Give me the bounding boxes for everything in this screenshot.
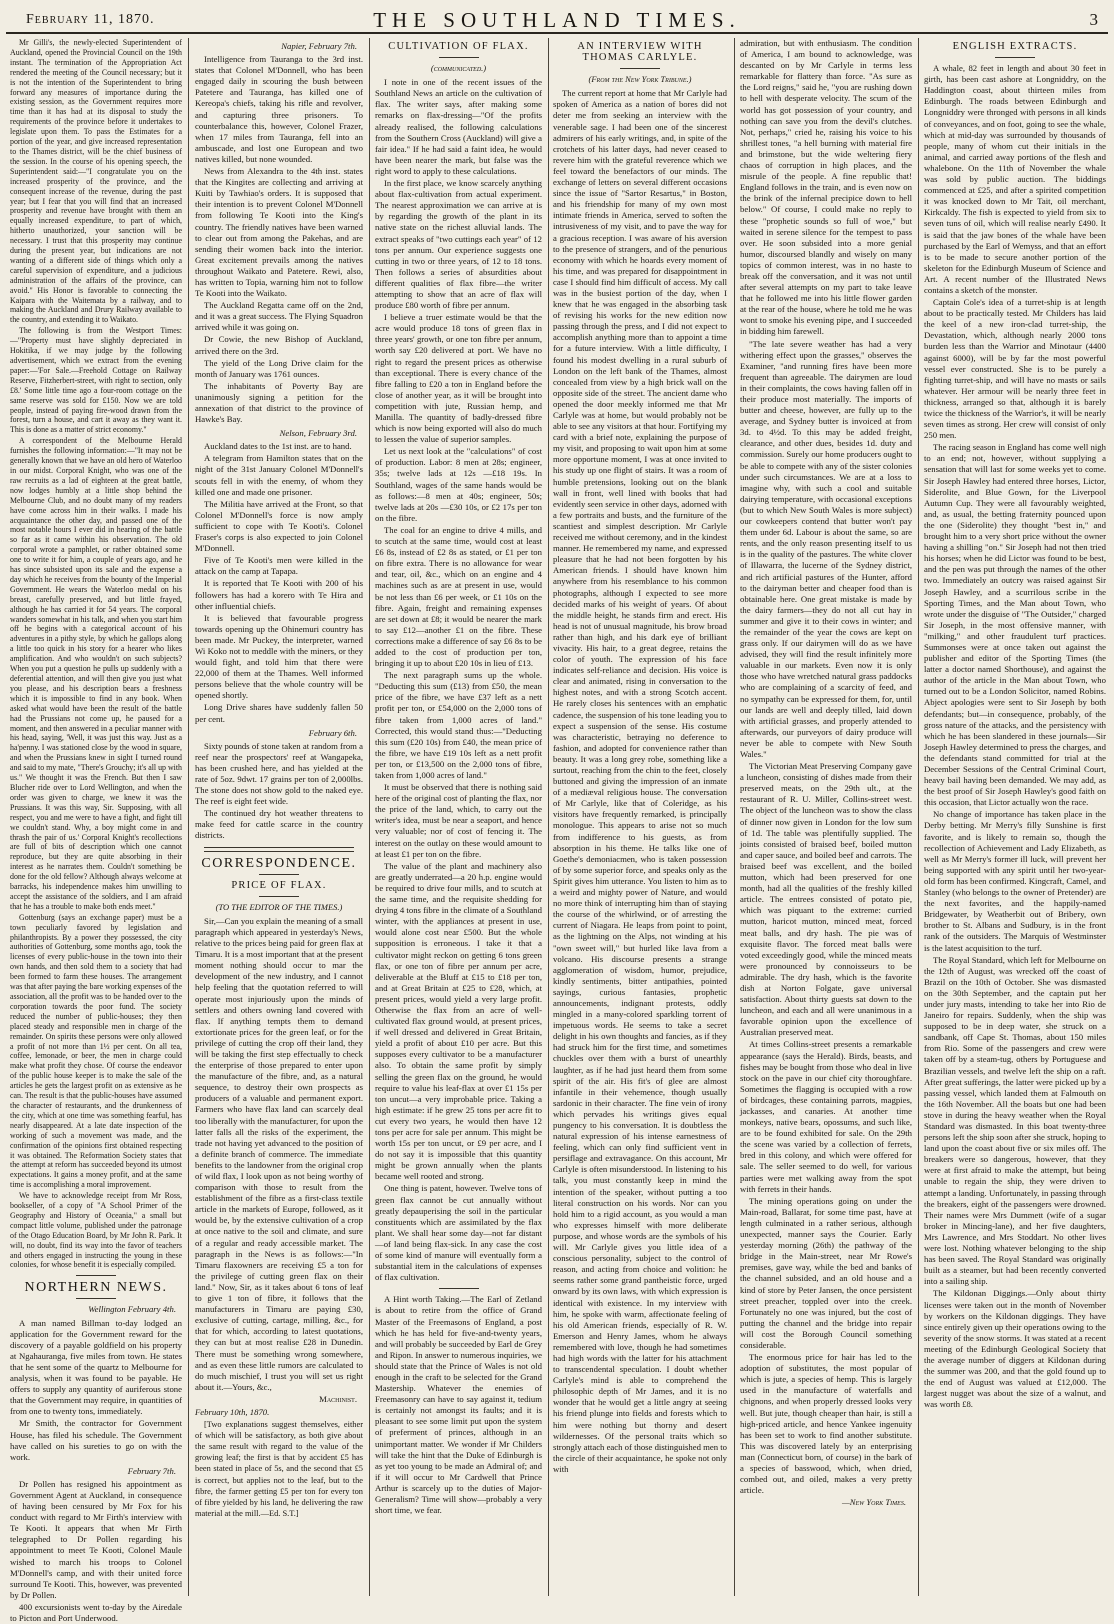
article-paragraph: Mr Gilli's, the newly-elected Superintendent of Auckland, opened the Provincial Council on the 19th instant. The termination of the Appropriation Act rendered the meeting of the Council necessary; but it is not the intention of the Superintendent to bring forward any measures of importance during the existing session, as the Government requires more time than it has had at its disposal to study the requirements of the province before it undertakes to legislate upon them. To pass the Estimates for a portion of the year, and give increased representation to the Thames district, will be the chief business of the session. In the course of his opening speech, the Superintendent said:—"I congratulate you on the increased prosperity of the province, and the consequent increase of the revenue, during the past year; but I fear that you will find that an increased prosperity and revenue have brought with them an equally increased expenditure, to part of which, hitherto unauthorized, your sanction will be necessary. I trust that this prosperity may continue during the present year, but indications are not wanting of a different side of things which only a careful supervision of expenditure, and a judicious administration of the affairs of the province, can avoid." His Honor is favorable to connecting the Kaipara with the Waitemata by a railway, and to making the Auckland and Drury Railway available to the country, and extending it to Waikato.: [10, 38, 182, 325]
column-2: [195, 38, 363, 1596]
letter-date: February 10th, 1870.: [195, 1406, 270, 1417]
section-divider: [995, 57, 1035, 58]
article-paragraph: I believe a truer estimate would be that the acre would produce 18 tons of green flax in three years' growth, or one ton fibre per annum, worth say £20 delivered at port. We have no right to regard the present prices as otherwise than exceptional. There is every chance of the fibre falling to £20 a ton in England before the close of another year, as it will be brought into competition with jute, Russian hemp, and Manilla. The quantity of badly-dressed fibre which is now being exported will also do much to lessen the value of superior samples.: [375, 312, 542, 445]
section-heading: CORRESPONDENCE.: [201, 855, 357, 871]
article-paragraph: It is reported that Te Kooti with 200 of his followers has had a korero with Te Hira and other influential chiefs.: [195, 578, 363, 611]
to-the-editor: (TO THE EDITOR OF THE TIMES.): [215, 901, 343, 912]
article-paragraph: "The late severe weather has had a very withering effect upon the grasses," observes the Examiner, "and running fires have been more frequent than agreeable. The dairymen are loud in their complaints, the cows having fallen off in their produce most materially. The imports of butter and cheese, however, are fully up to the average, and Sydney butter is invoiced at from 3d. to 4½d. To this may be added freight, clearance, and other dues, besides 1d. duty and commission. Surely our home producers ought to be able to compete with any of the sister colonies under such circumstances. We are at a loss to imagine why, with such a cool and suitable dairying temperature, with occasional exceptions (but to which New South Wales is more subject) our cowkeepers contend that butter won't pay them under 6d. Labour is about the same, so are rents, and the only reason presenting itself to us is in the quality of the pastures. The white clover of Illawarra, the lucerne of the Sydney district, and rich artificial pastures of the Hunter, afford to the dairyman better and cheaper food than is obtainable here. One great mistake is made by the dairy farmers—they do not all cut hay in summer and give it to their cows in winter; and the remainder of the year the cows are kept on grass only. If our dairymen will do as we have advised, they will find the result infinitely more valuable in our markets. Even now it is only those who have wretched natural grass paddocks who are complaining of a scarcity of feed, and no sympathy can be expressed for them, for, until our lands are well and deeply tilled, laid down with artificial grasses, and properly attended to afterwards, our purveyors of dairy produce will never be able to compete with New South Wales.": [740, 338, 912, 759]
section-divider: [204, 847, 354, 852]
article-paragraph: The Kildonan Diggings.—Only about thirty licenses were taken out in the month of November by workers on the Kildonan diggings. They have since entirely given up their operations owing to the severity of the snow storms. It was stated at a recent meeting of the Edinburgh Geological Society that the average number of diggers at Kildonan during the summer was 200, and that the gold found up to the end of August was valued at £12,000. The largest nugget was about the size of a walnut, and was worth £8.: [924, 1288, 1106, 1410]
column-6: [924, 38, 1106, 1596]
article-paragraph: Captain Cole's idea of a turret-ship is at length about to be practically tested. Mr Childers has laid the keel of a new iron-clad turret-ship, the Devastation, which, although nearly 2000 tons burden less than the Warrior and Minotaur (4400 against 6000), will be by far the most powerful vessel ever constructed. She is to be purely a fighting turret-ship, and will have no masts or sails whatever. Her armour will be nearly three feet in thickness, arranged so that, although it is barely twice the thickness of the Warrior's, it will be nearly seven times as strong. Her crew will consist of only 250 men.: [924, 297, 1106, 441]
column-3: [375, 38, 542, 1596]
column-rule: [734, 38, 735, 1596]
article-paragraph: In the first place, we know scarcely anything about flax-cultivation from actual experiment. The nearest approximation we can arrive at is by regarding the growth of the plant in its native state on the richest alluvial lands. The extract speaks of "two cuttings each year" of 12 tons per annum. Our experience suggests one cutting in two or three years, of 12 to 18 tons. Then follows a series of absurdities about different qualities of flax fibre—the writer attempting to show that an acre of flax will produce £80 worth of fibre per annum.: [375, 178, 542, 311]
article-paragraph: The value of the plant and machinery also are greatly underrated—a 20 h.p. engine would be required to drive four mills, and to scutch at the same time, and the requisite shedding for drying 4 tons fibre in the climate of a Southland winter, with the appliances at present in use, would alone cost near £500. But the whole supposition is erroneous. I take it that a cultivator might reckon on getting 6 tons green flax, or one ton of fibre per annum per acre, deliverable at the Bluff at £15 to £18 per ton, and at Great Britain at £25 to £28, which, at present prices, would yield a very large profit. Otherwise the flax from an acre of well-cultivated flax ground would, at present prices, if well dressed and delivered in Great Britain, yield a profit of about £10 per acre. But this supposes every cultivator to be a manufacturer also. To obtain the same profit by simply selling the green flax on the ground, he would require to value his leaf-flax at over £1 15s per ton uncut—a very improbable price. Taking a high estimate: if he grew 25 tons per acre fit to cut every two years, he would then have 12 tons per acre for sale per annum. This might be worth 15s per ton uncut, or £9 per acre, and I do not say it is impossible that this quantity might be grown annually when the plants became well rooted and strong.: [375, 860, 542, 1182]
section-divider: [439, 57, 479, 58]
article-paragraph: A correspondent of the Melbourne Herald furnishes the following information:—"It may not be generally known that we have an old hero of Waterloo in our midst. Corporal Knight, who was one of the raw recruits as a lad of eighteen at the great battle, now lodges humbly at a little shop behind the Melbourne Club, and no doubt many of my readers have come across him in their walks. I made his acquaintance the other day, and passed one of the most notable hours I ever did in hearing of the battle so far as it came within his observation. The old corporal wrote a pamphlet, or rather obtained some one to write it for him, a couple of years ago, and he has since subsisted upon its sale and the expense a day which he receives from the bounty of the Imperial Government. He wears the Waterloo medal on his breast, carefully preserved, and but little frayed, although he has carried it for 54 years. The corporal wanders somewhat in his talk, and when you start him off he begins with a categorical account of his adventures in a pithy style, by which he gallops along a little too quick in his story for a hearer who likes amplification. And who wouldn't on such subjects? When you put a question he pulls up suddenly with a deferential attention, and will then give you just what you please, and his description bears a freshness which it is impossible to find in any book. When asked what would have been the result of the battle had the Prussians not come up, he paused for a moment, and then answered in a peculiar manner with his head, saying, 'Well, it was just this way. Just as a ha'penny. I was stationed close by the wood in square, and when the Prussians knew in sight I turned round and said to my mate, "There's Grouchy; it's all up with us." We thought it was the French. But then I saw Blucher ride over to Lord Wellington, and when the order was given to charge, we knew it was the Prussians. It was this way, Sir. Supposing, with all respect, you and me were to have a fight, and fight till we couldn't stand. Why, a boy might come in and thrash the pair of us.' Corporal Knight's recollections are full of bits of description which one cannot reproduce, but they are quite absorbing in their interest as he narrates them. Couldn't something be done for the old fellow? Although always welcome at barracks, his independence makes him unwilling to accept the assistance of the soldiers, and I am afraid that he has a trouble to make both ends meet.": [10, 436, 182, 911]
article-paragraph: The inhabitants of Poverty Bay are unanimously signing a petition for the annexation of that district to the province of Hawke's Bay.: [195, 380, 363, 425]
article-paragraph: We have to acknowledge receipt from Mr Ross, bookseller, of a copy of "A School Primer of the Geography and History of Oceania," a small but compact little volume, published under the patronage of the Otago Education Board, by Mr John R. Park. It will, no doubt, find its way into the favor of teachers and others engaged in instructing the young in these colonies, for whose benefit it is especially compiled.: [10, 1191, 182, 1270]
article-paragraph: News from Alexandra to the 4th inst. states that the Kingites are collecting and arriving at Kuiti by Tawhiao's orders. It is supposed that their intention is to prevent Colonel M'Donnell from following Te Kooti into the King's country. The friendly natives have been warned to clear out from among the Pakehas, and are sending their women back into the interior. Great excitement prevails among the natives throughout Waikato and Patetere. Rewi, also, has written to Topia, warning him not to follow Te Kooti into the Waikato.: [195, 166, 363, 299]
article-paragraph: A telegram from Hamilton states that on the night of the 31st January Colonel M'Donnell's scouts fell in with the enemy, of whom they killed one and made one prisoner.: [195, 453, 363, 497]
column-rule: [369, 38, 370, 1596]
article-paragraph: Mr Smith, the contractor for Government House, has filed his schedule. The Government have called on his sureties to go on with the work.: [10, 1418, 182, 1462]
article-paragraph: Sixty pounds of stone taken at random from a reef near the prospectors' reef at Wangapeka, has been crushed here, and has yielded at the rate of 5oz. 9dwt. 17 grains per ton of 2,000lbs. The stone does not show gold to the naked eye. The reef is eight feet wide.: [195, 740, 363, 807]
column-rule: [918, 38, 919, 1596]
article-paragraph: It is believed that favourable progress towards opening up the Ohinemuri country has been made. Mr Puckey, the interpreter, warned Wi Koko not to meddle with the miners, or they would fight, and told him that there were 22,000 of them at the Thames. Well informed persons believe that the whole country will be opened shortly.: [195, 612, 363, 701]
article-paragraph: 400 excursionists went to-day by the Airedale to Picton and Port Underwood.: [10, 1601, 182, 1623]
section-divider: [259, 896, 299, 897]
article-paragraph: The Royal Standard, which left for Melbourne on the 12th of August, was wrecked off the coast of Brazil on the 10th of October. She was dismasted on the 30th September, and the captain put her under jury masts, intending to take her into Rio de Janeiro for repairs. Suddenly, when the ship was supposed to be in deep water, she struck on a sandbank, off Cape St. Thomas, about 150 miles from Rio. Some of the passengers and crew were taken off by a steam-tug, others by Portuguese and Brazilian vessels, and twelve left the ship on a raft. After great sufferings, the latter were picked up by a passing vessel, which landed them at Falmouth on the 16th November. All the boats but one had been stove in during the heavy weather when the Royal Standard was dismasted. In this boat twenty-three persons left the ship soon after she struck, hoping to land upon the coast about five or six miles off. The breakers were so dangerous, however, that they were at first afraid to make the attempt, but being unable to regain the ship, they were driven to attempt a landing. Unfortunately, in passing through the breakers, eight of the passengers were drowned. Their names were Mrs Dummett (wife of a sugar broker in Mincing-lane), and her five daughters, Mrs Lawrence, and Mrs Stoddart. No other lives were lost. Nothing whatever belonging to the ship has been saved. The Royal Standard was originally built as a steamer, but had been recently converted into a sailing ship.: [924, 954, 1106, 1287]
article-heading: ENGLISH EXTRACTS.: [952, 41, 1078, 52]
article-paragraph: The racing season in England has come well nigh to an end; not, however, without supplying a sensation that will last for some weeks yet to come. Sir Joseph Hawley had entered three horses, Lictor, Siderolite, and Blue Gown, for the Liverpool Autumn Cup. They were all favourably weighted, and, as usual, the betting fraternity pounced upon the one (Siderolite) they thought "best in," and brought him to a very short price without the owner having a shilling "on." Sir Joseph had not then tried his horses; when he did Lictor was found to be best, and the pen was put through the names of the other two. Immediately an outcry was raised against Sir Joseph Hawley, and a scurrilous scribe in the Sporting Times, and the Man about Town, who wrote under the disguise of "The Outsider," charged Sir Joseph, in the most offensive manner, with "milking," and other fraudulent turf practices. Summonses were at once taken out against the publisher and editor of the Sporting Times (the latter a doctor named Shorthouse), and against the author of the article in the Man about Town, who turned out to be a London Solicitor, named Robins. Abject apologies were sent to Sir Joseph by both defendants; but—in consequence, probably, of the gross nature of the attacks, and the persistency with which he has been slandered in these journals—Sir Joseph Hawley determined to press the charges, and the defendants stand committed for trial at the December Sessions of the Central Criminal Court, heavy bail having been demanded. We may add, as the best proof of Sir Joseph Hawley's good faith on this occasion, that Lictor actually won the race.: [924, 442, 1106, 808]
column-1: [10, 38, 182, 1623]
article-paragraph: The current report at home that Mr Carlyle had spoken of America as a nation of bores did not deter me from seeking an interview with the venerable sage. I had been one of the sincerest admirers of his early writings, and, in spite of the crotchets of his latter days, had never ceased to revere him with the grateful reverence which we feel toward the benefactors of our minds. The exchange of letters on several different occasions since the issue of "Sartor Resartus," in Boston, and his friendship for many of my own most intimate friends in America, served to soften the intrusiveness of my visit, and to pave the way for a gracious reception. I was aware of his aversion to the presence of strangers, and of the penurious economy with which he hoards every moment of his time, and was prepared for disappointment in case I should find him difficult of access. My call was in the busiest portion of the day, when I knew that he was engaged in the absorbing task of revising his works for the new edition now passing through the press, and I did not expect to accomplish anything more than to appoint a time for a future interview. With a little difficulty, I found his modest dwelling in a rural suburb of London on the left bank of the Thames, almost concealed from view by a high brick wall on the opposite side of the street. The ancient dame who opened the door meekly informed me that Mr Carlyle was at home, but would probably not be able to see any visitors at that hour. Fortifying my card with a brief note, explaining the purpose of my visit, and proposing to wait upon him at some more opportune moment, I was at once invited to his study up one flight of stairs. It was a room of humble pretensions, looking out on the blank wall in front, well lined with books that had evidently seen service in other days, adorned with a few portraits and busts, and the furniture of the scantiest and simplest description. Mr Carlyle received me without ceremony, and in the kindest manner. He remembered my name, and expressed pleasure that he had not been forgotten by his American friends. I should have known him anywhere from his resemblance to his common photographs, although I expected to see more decided marks of his weight of years. Of about the middle height, he stands firm and erect. His head is not of unusual magnitude, his brow broad rather than high, and his dark eye of brilliant vivacity. His hair, to a great degree, retains the color of youth. The expression of his face indicates self-reliance and decision. His voice is clear and animated, rising in conversation to the highest notes, and with a strong Scotch accent. He rarely closes his sentences with an emphatic cadence, the suspension of his tone leading you to expect a suspension of the sense. His costume was characteristic, betraying no deference to fashion, and adopted for convenience rather than beauty. It was a long grey robe, something like a surtout, reaching from the chin to the feet, closely buttoned and giving the impression of an inmate of a mediæval religious house. The conversation of Mr Carlyle, like that of Coleridge, as his visitors have frequently remarked, is principally monologue. This appears to arise not so much from indifference to his guests, as from absorption in his theme. He talks like one of Goethe's demoniacmen, who is taken possession of by some superior force, and speaks only as the Spirit gives him utterance. You listen to him as to a weird and mighty power of Nature, and would no more think of interrupting him than of staying the course of the whirlwind, or of arresting the current of Niagara. He leaps from point to point, as the lightning on the Alps, not winding at his "own sweet will," but hurled like lava from a volcano. His discourse presents a strange agglomeration of wisdom, humor, prejudice, kindly sentiments, bitter antipathies, pointed sayings, curious fantasies, prophetic announcements, indignant protests, oddly mingled in a many-colored sparkling torrent of impetuous words. He seems to take a secret delight in his own thoughts and fancies, as if they had struck him for the first time, and sometimes chuckles over them with a burst of unearthly laughter, as if he had just heard them from some spirit of the air. His fit's of glee are almost infantile in their vehemence, though usually sardonic in their character. The fine vein of irony which pervades his writings gives equal pungency to his conversation. It is doubtless the natural expression of his intense earnestness of feeling, which can only find sufficient vent in persiflage and extravagance. On this account, Mr Carlyle is often misunderstood. In listening to his talk, you must constantly keep in mind the intention of the speaker, without putting a too literal construction on his words. Nor can you hold him to a rigid account, as you would a man who expresses himself with more deliberate purpose, and whose words are the symbols of his will. Mr Carlyle gives you little idea of a conscious personality, subject to the control of reason, and acting from choice and volition: he seems rather some grand pantheistic force, urged onward by its own laws, with which expression is identical with existence. In my interview with him, he spoke with warm, affectionate feeling of his old American friends, especially of R. W. Emerson and Henry James, whom he always remembered with love, though he had sometimes had high words with the latter for his attachment to transcendental speculation. I doubt whether Carlyle's mind is able to comprehend the philosophic depth of Mr James, and it is no wonder that he would get a little angry at seeing his friend plunge into fields and forests which to him were nothing but thorny and desert wildernesses. Of the personal traits which so strongly attach each of those distinguished men to the circle of their acquaintance, he spoke not only with: [553, 88, 727, 1474]
article-source: (communicated.): [430, 63, 487, 74]
article-heading: AN INTERVIEW WITH THOMAS CARLYLE.: [577, 41, 703, 64]
page-number: 3: [1089, 10, 1098, 29]
article-paragraph: Dr Pollen has resigned his appointment as Government Agent at Auckland, in consequence of having been censured by Mr Fox for his conduct with regard to Mr Firth's interview with Te Kooti. It appears that when Mr Firth telegraphed to Dr Pollen regarding his appointment to meet Te Kooti, Colonel Maule wished to march his troops to Colonel M'Donnell's camp, and with their united force surround Te Kooti. This, however, was prevented by Dr Pollen.: [10, 1478, 182, 1600]
dateline: Nelson, February 3rd.: [279, 428, 357, 439]
article-paragraph: Five of Te Kooti's men were killed in the attack on the camp at Tapapa.: [195, 555, 363, 577]
dateline: Napier, February 7th.: [281, 41, 357, 51]
section-divider: [76, 1298, 116, 1299]
editor-note: [Two explanations suggest themselves, either of which will be satisfactory, as both give about the same result with regard to the value of the growing leaf; the first is that by accident £5 has been stated in place of 5s, and the second that £5 is correct, but applies not to the leaf, but to the fibre, the farmer getting £5 per ton for every ton of fibre yielded by his land, he delivering the raw material at the mill.—Ed. S.T.]: [195, 1420, 363, 1518]
article-paragraph: The Militia have arrived at the Front, so that Colonel M'Donnell's force is now amply sufficient to cope with Te Kooti's. Colonel Fraser's corps is also expected to join Colonel M'Donnell.: [195, 498, 363, 554]
dateline: February 7th.: [127, 1465, 176, 1476]
dateline: February 6th.: [308, 727, 357, 738]
article-paragraph: A whale, 82 feet in length and about 30 feet in girth, has been cast ashore at Longniddry, on the Haddington coast, about thirteen miles from Edinburgh. The roads between Edinburgh and Longniddry were thronged with persons in all kinds of conveyances, and on foot, going to see the whale, which at mid-day was surrounded by thousands of people, many of whom cut their initials in the animal, and carried away portions of the flesh and whalebone. On the 11th of November the whale was sold by public auction. The biddings commenced at £25, and after a spirited competition it was knocked down to Mr Tait, oil merchant, Kirkcaldy. The fish is expected to yield from six to seven tuns of oil, which will realise nearly £490. It is said that the jaw bones of the whale have been purchased by the Earl of Wemyss, and that an effort is to be made to secure another portion of the skeleton for the Edinburgh Museum of Science and Art. A recent number of the Illustrated News contains a sketch of the monster.: [924, 63, 1106, 295]
article-paragraph: Dr Cowie, the new Bishop of Auckland, arrived there on the 3rd.: [195, 334, 363, 356]
article-paragraph: The next paragraph sums up the whole. "Deducting this sum (£13) from £50, the mean price of the fibre, we have £37 left as a nett profit per ton, or £54,000 on the 2,000 tons of fibre taken from 1,000 acres of land." Corrected, this would stand thus:—"Deducting this sum (£20 10s) from £40, the mean price of the fibre, we have £19 10s left as a nett profit per ton, or £13,500 on the 2,000 tons of fibre, taken from 1,000 acres of land.": [375, 670, 542, 780]
section-heading: NORTHERN NEWS.: [24, 1280, 168, 1296]
article-paragraph: Long Drive shares have suddenly fallen 50 per cent.: [195, 702, 363, 724]
column-5: [740, 38, 912, 1596]
article-paragraph: The Auckland Regatta came off on the 2nd, and it was a great success. The Flying Squadron arrived while it was going on.: [195, 300, 363, 333]
article-paragraph: admiration, but with enthusiasm. The condition of America, I am bound to acknowledge, was descanted on by Mr Carlyle in terms less remarkable for flattery than force. "As sure as the Lord reigns," said he, "you are rushing down to hell with desperate velocity. The scum of the world has got possession of your country, and nothing can save you from the devil's clutches. Not, perhaps," cried he, raising his voice to his shrillest tones, "a hell burning with material fire and brimstone, but the wide weltering fiery chaos of corruption in high places, and the misrule of the people. A fine republic that! England follows in the train, and is even now on the brink of the infernal precipice down to hell below." Of course, I could make no reply to these "prophetic sounds so full of woe," but waited in serene silence for the tempest to pass over. He soon subsided into a more genial humor, discoursed blandly and wisely on many topics of common interest, was in no haste to break off the conversation, and it was not until after several attempts on my part to take leave that he followed me into his little flower garden at the rear of the house, where he told me he was wont to smoke his evening pipe, and I succeeded in bidding him farewell.: [740, 38, 912, 337]
dateline: Wellington February 4th.: [88, 1304, 176, 1315]
newspaper-title: THE SOUTHLAND TIMES.: [373, 8, 741, 32]
article-paragraph: The continued dry hot weather threatens to make feed for cattle scarce in the country districts.: [195, 808, 363, 841]
masthead: [6, 6, 1108, 34]
article-paragraph: Sir,—Can you explain the meaning of a small paragraph which appeared in yesterday's News, relative to the prices being paid for green flax at Timaru. It is a most important that at the present moment nothing should occur to mar the development of the new industry, and I cannot help feeling that the quotation referred to will operate most injuriously upon the minds of settlers and others owning land covered with flax. If anything tempts them to demand extortionate prices for the green leaf, or for the privilege of cutting the crop off their land, they will be taking the first step effectually to check the enterprise of those prepared to enter upon the manufacture of the fibre, and, as a natural sequence, to destroy their own prospects as producers of a valuable and permanent export. Farmers who have flax land can scarcely deal too liberally with the manufacturer, for upon the latter falls all the risks of the experiment, the trade not having yet advanced to the position of a definite branch of commerce. The immediate benefits to the landowner from the original crop of wild flax, I look upon as not being worthy of comparison with those to result from the establishment of the fibre as a first-class textile article in the markets of Europe, followed, as it would be, by the extensive cultivation of a crop at once native to the soil and climate, and sure of a regular and ready accessible market. The paragraph in the News is as follows:—"In Timaru flaxowners are receiving £5 a ton for the privilege of cutting green flax on their land." Now, Sir, as it takes about 6 tons of leaf to give 1 ton of fibre, it follows that the manufacturers in Timaru are paying £30, exclusive of cutting, cartage, milling, &c., for that for which, according to latest quotations, they can but at most realise £28 in Dunedin. There must be something wrong somewhere, and as even these little rumors are calculated to do much mischief, I trust you will set us right about it.—Yours, &c.,: [195, 915, 363, 1392]
article-paragraph: Let us next look at the "calculations" of cost of production. Labor: 8 men at 28s; engineer, 35s; twelve lads at 12s —£18 19s. In Southland, wages of the same hands would be as follows:—8 men at 40s; engineer, 50s; twelve lads at 20s —£30 10s, or £2 17s per ton on the fibre.: [375, 446, 542, 523]
section-divider: [259, 874, 299, 875]
article-paragraph: Intelligence from Tauranga to the 3rd inst. states that Colonel M'Donnell, who has been engaged daily in scouring the bush between Patetere and Tauranga, has killed one of Kereopa's chiefs, taking his rifle and revolver, and capturing three prisoners. To counterbalance this, however, Colonel Frazer, when 17 miles from Tauranga, fell into an ambuscade, and lost one European and two natives killed, but none wounded.: [195, 54, 363, 164]
section-divider: [76, 1275, 116, 1276]
article-source: (From the New York Tribune.): [588, 74, 692, 85]
article-paragraph: The enormous price for hair has led to the adoption of substitutes, the most popular of which is jute, a species of hemp. This is largely used in the manufacture of waterfalls and chignons, and when properly dressed looks very well. But jute, though cheaper than hair, is still a high-priced article, and hence Yankee ingenuity has been set to work to find another substitute. This was discovered lately by an enterprising man (Connecticut born, of course) in the bark of a species of basswood, which, when dried, combed out, and oiled, makes a very pretty article.: [740, 1352, 912, 1496]
article-paragraph: No change of importance has taken place in the Derby betting. Mr Merry's filly Sunshine is first favorite, and is likely to remain so, though the recollection of Achievement and Lady Elizabeth, as well as Mr Merry's former ill luck, will prevent her being supported with any spirit until her two-year-old form has been confirmed. Kingcraft, Camel, and Stanley (who belongs to the owner of Pretender) are the next favorites, and the happily-named Bridgewater, by Weatherbit out of Bribery, own brother to St. Albans and Sudbury, is in the front rank of the outsiders. The Marquis of Westminster is the latest acquisition to the turf.: [924, 809, 1106, 953]
column-rule: [548, 38, 549, 1596]
article-paragraph: The Victorian Meat Preserving Company gave a luncheon, consisting of dishes made from their preserved meats, on the 29th ult., at the restaurant of R. U. Miller, Collins-street west. The object of the luncheon was to show the class of dinner now given in London for the low sum of 1d. The table was plentifully supplied. The joints consisted of braised beef, boiled mutton and caper sauce, and boiled beef and carrots. The braised beef was excellent, and the boiled mutton, which had been preserved for one month, had all the qualities of the freshly killed article. The entrees consisted of potato pie, which was piquant to the extreme: curried mutton, haricot mutton, minced meat, forced meat balls, and dry hash. The pie was of exquisite flavor. The forced meat balls were voted exceedingly good, while the minced meats were pronounced by connoisseurs to be admirable. The dry hash, which is the favorite dish at Norton Folgate, gave universal satisfaction. About thirty guests sat down to the luncheon, and each and all were unanimous in a favorable opinion upon the excellence of Australian preserved meat.: [740, 761, 912, 1038]
section-divider: [439, 1288, 479, 1289]
article-paragraph: The mining operations going on under the Main-road, Ballarat, for some time past, have at length culminated in a rather serious, although unexpected, manner says the Courier. Early yesterday morning (26th) the pathway of the bridge in the Main-street, near Mr Rowe's premises, gave way, while the bed and banks of the channel subsided, and an old house and a kind of store by Peter Jansen, the once persistent street preacher, toppled over into the creek. Fortunately no one was injured, but the cost of putting the channel and the bridge into repair will cost the Borough Council something considerable.: [740, 1195, 912, 1350]
article-source: —New York Times.: [841, 1497, 906, 1508]
article-paragraph: Auckland dates to the 1st inst. are to hand.: [204, 441, 352, 452]
article-heading: PRICE OF FLAX.: [231, 879, 327, 891]
article-paragraph: At times Collins-street presents a remarkable appearance (says the Herald). Birds, beasts, and fishes may be bought from those who deal in live stock on the pave in our chief city thoroughfare. Sometimes the flagging is occupied with a row of birdcages, these containing parrots, magpies, jackasses, and canaries. At another time monkeys, native bears, opossums, and such like, are to be found exhibited for sale. On the 29th the scene was varied by a collection of ferrets, bred in this colony, and which were offered for sale. The seller seemed to do well, for various parties were met walking away from the spot with ferrets in their hands.: [740, 1039, 912, 1194]
letter-signature: Machinist.: [319, 1393, 357, 1404]
article-paragraph: One thing is patent, however. Twelve tons of green flax cannot be cut annually without greatly depauperising the soil in the particular constituents which are assimilated by the flax plant. We shall hear some day—not far distant—of land being flax-sick. In any case the cost of some kind of manure will eventually form a substantial item in the calculations of expenses of flax cultivation.: [375, 1183, 542, 1283]
article-paragraph: I note in one of the recent issues of the Southland News an article on the cultivation of flax. The writer says, after making some remarks on flax-dressing—"Of the profits already realised, the following calculations from the Southern Cross (Auckland) will give a fair idea." If he had said a faint idea, he would have been nearer the mark, but false was the right word to apply to these calculations.: [375, 77, 542, 176]
article-paragraph: The coal for an engine to drive 4 mills, and to scutch at the same time, would cost at least £6 8s, instead of £2 8s as stated, or £1 per ton on fibre extra. There is no allowance for wear and tear, oil, &c., which on an engine and 4 machines such as are at present in use, would be not less than £6 per week, or £1 10s on the fibre. Again, freight and remaining expenses are set down at £8; it would be nearer the mark to say £12—another £1 on the fibre. These corrections make a difference of say £6 8s to be added to the cost of production per ton, bringing it up to about £20 10s in lieu of £13.: [375, 524, 542, 669]
article-paragraph: A Hint worth Taking.—The Earl of Zetland is about to retire from the office of Grand Master of the Freemasons of England, a post which he has held for five-and-twenty years, and will probably be succeeded by Earl de Grey and Ripon. In answer to numerous inquiries, we should state that the Prince of Wales is not old enough in the craft to be selected for the Grand Mastership. Whatever the enemies of Freemasonry can have to say against it, tedium is certainly not amongst its faults; and it is pleasant to see some limit put upon the system of preferment of princes, although in an unimportant matter. We wonder if Mr Childers will take the hint that the Duke of Edinburgh is as yet too young to be made an Admiral of; and if it will occur to Mr Cardwell that Prince Arthur is scarcely up to the duties of Major-Generalism? Time will show—probably a very short time, we fear.: [375, 1294, 542, 1516]
column-4: [553, 38, 727, 1596]
article-paragraph: It must be observed that there is nothing said here of the original cost of planting the flax, nor the price of the land, which, to carry out the writer's idea, must be near a seaport, and hence very valuable; nor of cost of fencing it. The interest on the outlay on these would amount to at least £1 per ton on the fibre.: [375, 782, 542, 859]
article-paragraph: Gottenburg (says an exchange paper) must be a town peculiarly favored by legislation and philanthropists. By a power they possessed, the city authorities of Gottenburg, some months ago, took the licenses of every public-house in the town into their own hands, and then sold them to a society that had been formed to farm these houses. The arrangement was that after paying the bare working expenses of the association, all the profit was to be handed over to the corporation towards the poor fund. The society reduced the number of public-houses; they then placed steady and responsible men in charge of the remainder. On spirits these persons were only allowed a profit of not more than 1½ per cent. On all tea, coffee, lemonade, or beer, the men in charge could make what profit they chose. Of course the endeavor of the public house keeper is to make the sale of the articles he gets the largest profit on as extensive as he can. The result is that the public-houses have assumed the character of restaurants, and the drunkenness of the city, which at one time was something fearful, has nearly disappeared. At a late date inspection of the working of such a movement was made, and the confirmation of the opinions first obtained respecting it was obtained. The Reformation Society states that the attempt at reform has succeeded beyond its utmost expectations. It gains a money profit, and at the same time is accomplishing a moral improvement.: [10, 912, 182, 1190]
column-rule: [188, 38, 189, 1596]
section-divider: [620, 68, 660, 69]
article-paragraph: The following is from the Westport Times:—"Property must have slightly depreciated in Hokitika, if we may judge by the following advertisement, which we extract from the evening paper:—'For Sale.—Freehold Cottage on Railway Reserve, Fitzherbert-street, with right to section, only £8.' Some little time ago a four-room cottage on the same reserve was sold for £150. Now we are told people, instead of paying fire-wood drawn from the forest, turn a house, and cart it away as they want it. This is done as a matter of strict economy.": [10, 326, 182, 435]
article-paragraph: A man named Billman to-day lodged an application for the Government reward for the discovery of a payable goldfield on his property at Ngahauranga, five miles from town. He states that he sent some of the quartz to Melbourne for analysis, when it was found to be payable. He offers to supply any quantity of auriferous stone that the Government may require, in quantities of from one to twenty tons, immediately.: [10, 1317, 182, 1417]
article-paragraph: The yield of the Long Drive claim for the month of January was 1761 ounces.: [195, 357, 363, 379]
issue-date: February 11, 1870.: [26, 12, 155, 27]
article-heading: CULTIVATION OF FLAX.: [388, 41, 529, 52]
